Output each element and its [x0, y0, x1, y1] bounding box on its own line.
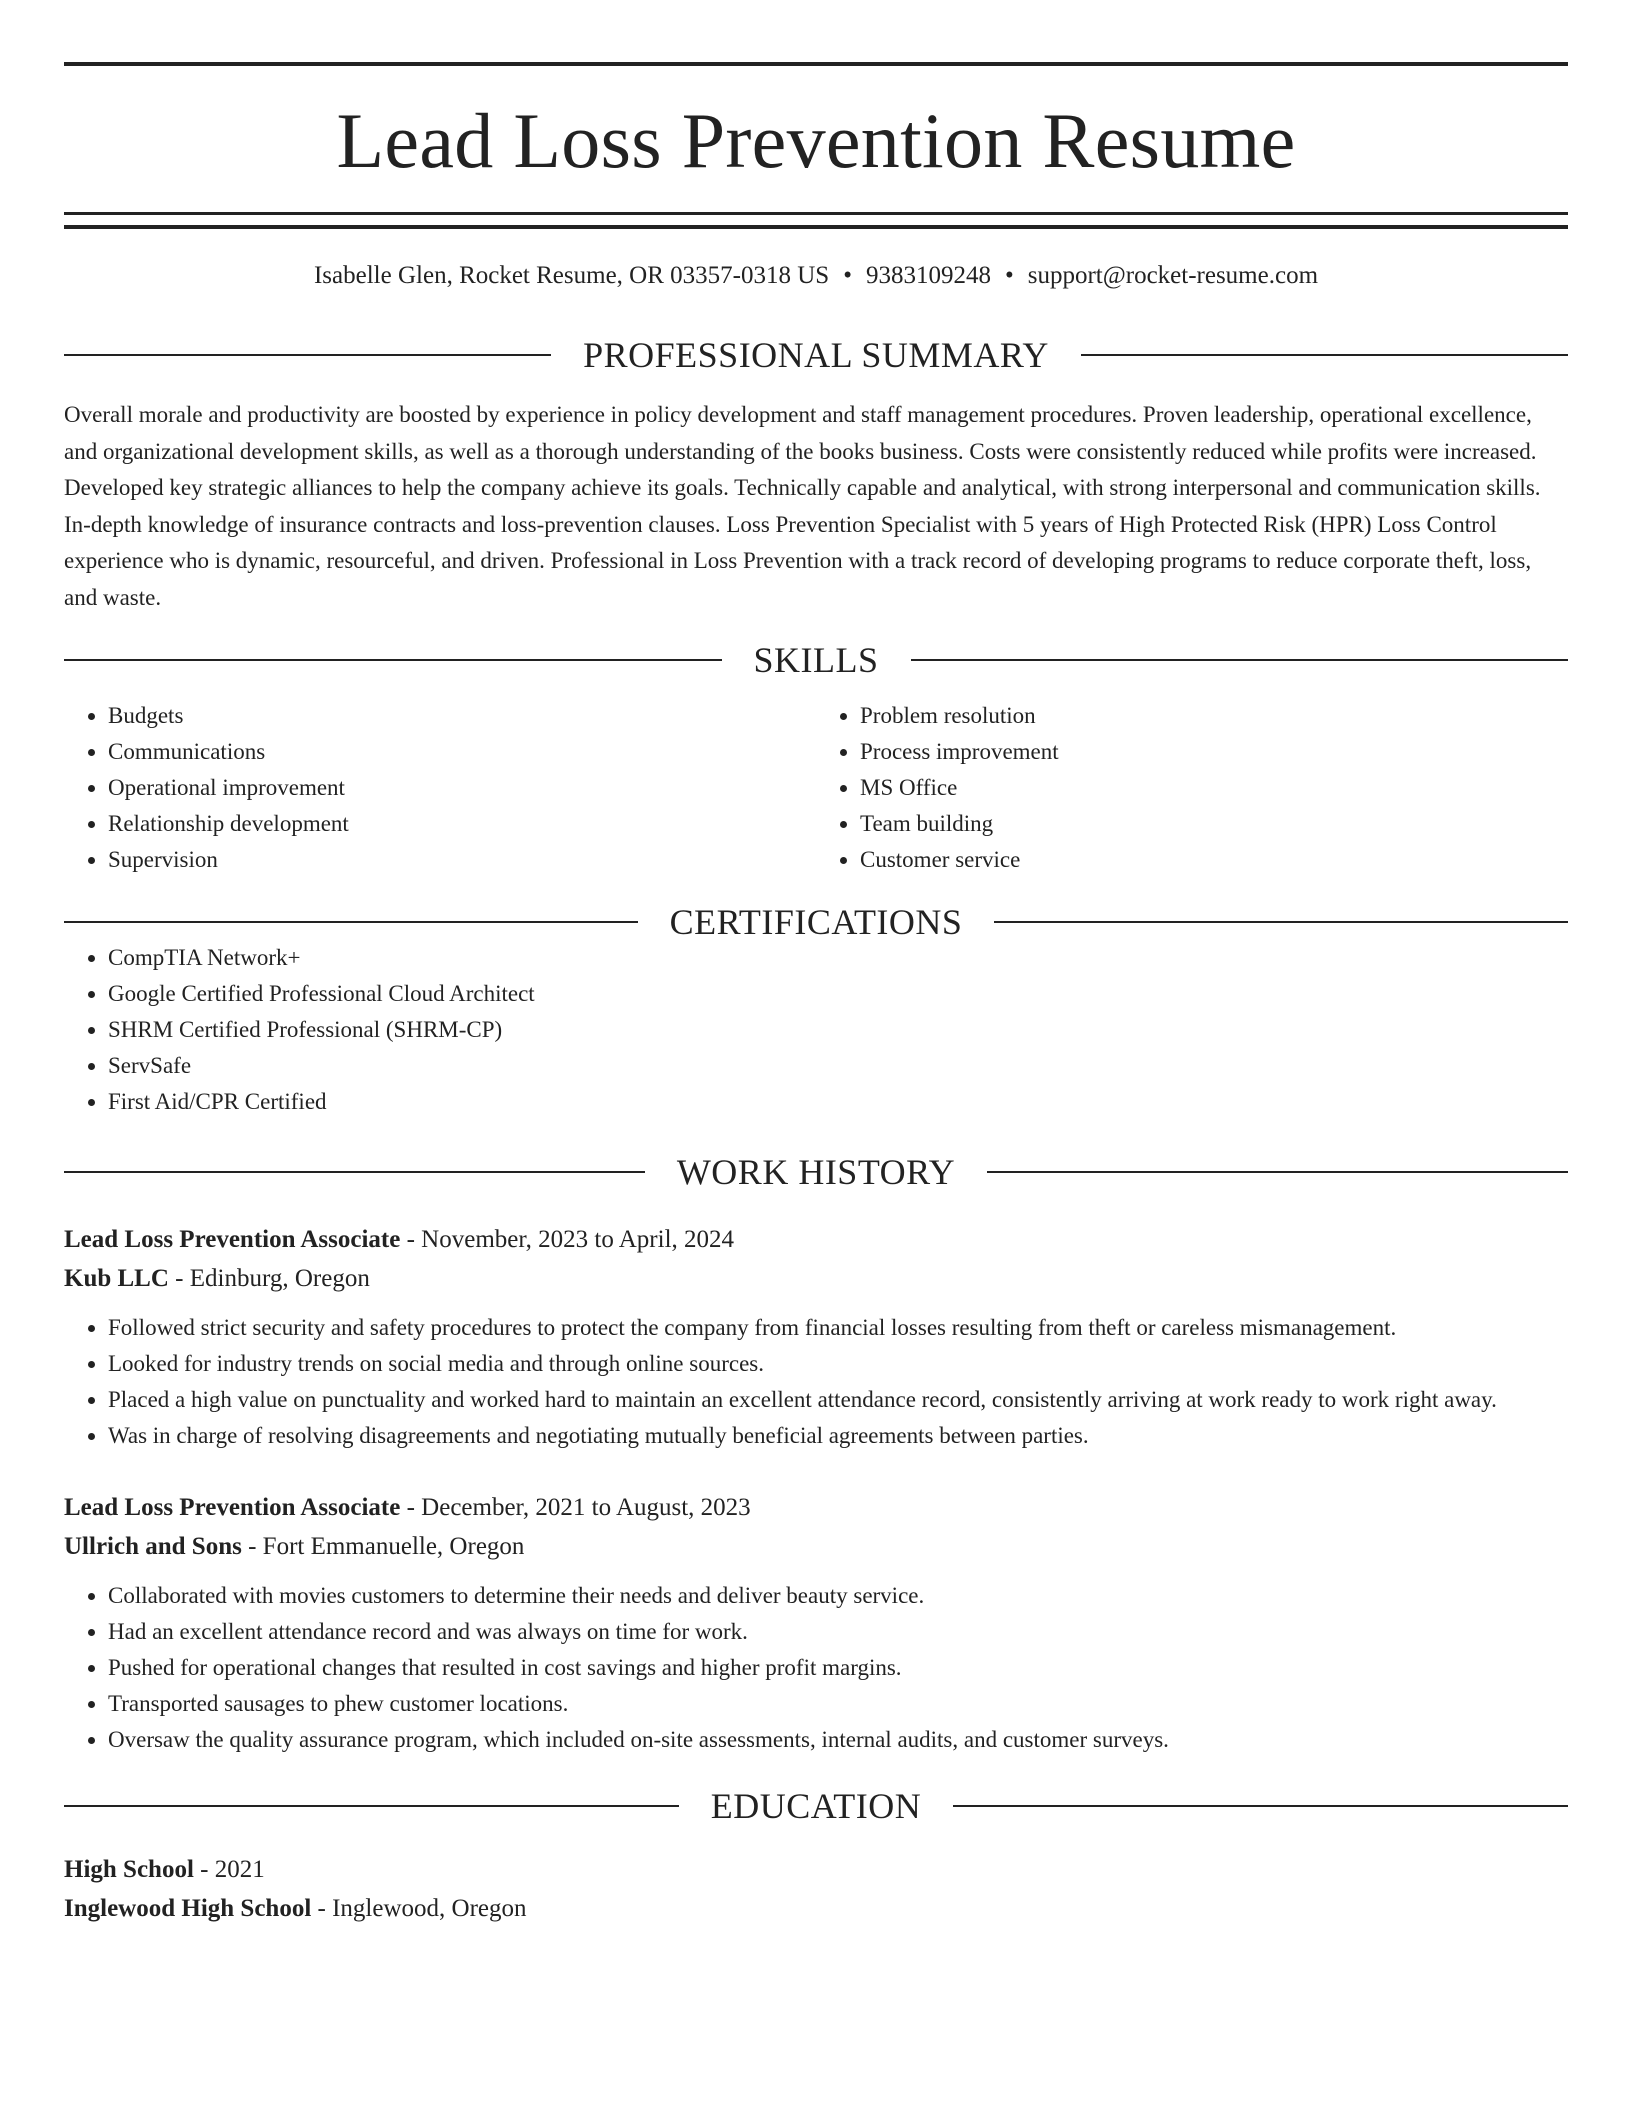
certification-item: • First Aid/CPR Certified [108, 1084, 1568, 1120]
job-duty: • Collaborated with movies customers to determine their needs and deliver beauty service. [108, 1578, 1568, 1614]
contact-phone: 9383109248 [865, 262, 991, 289]
education-school: Inglewood High School [64, 1895, 312, 1922]
contact-separator: • [1004, 262, 1014, 289]
job-company-line [64, 1527, 1568, 1566]
education-degree-line [64, 1850, 1568, 1889]
job-dates: - December, 2021 to August, 2023 [400, 1494, 751, 1521]
job-title: Lead Loss Prevention Associate [64, 1494, 401, 1521]
section-title: EDUCATION [710, 1786, 922, 1826]
job-duty: • Had an excellent attendance record and was always on time for work. [108, 1614, 1568, 1650]
divider [64, 1171, 645, 1173]
certification-item: • SHRM Certified Professional (SHRM-CP) [108, 1012, 1568, 1048]
education-location: - Inglewood, Oregon [311, 1895, 527, 1922]
job-duty: • Followed strict security and safety procedures to protect the company from financial losses resulting from theft or careless mismanagement. [108, 1310, 1568, 1346]
contact-separator: • [843, 262, 852, 289]
job-entry [64, 1488, 1568, 1758]
summary-text: Overall morale and productivity are boosted by experience in policy development and staff management procedures. Proven leadership, operational excellence, and organizational development skills, as well as a thorough understanding of the books business. Costs were consistently reduced while profits were increased. Developed key strategic alliances to help the company achieve its goals. Technically capable and analytical, with strong interpersonal and communication skills. In-depth knowledge of insurance contracts and loss-prevention clauses. Loss Prevention Specialist with 5 years of High Protected Risk (HPR) Loss Control experience who is dynamic, resourceful, and driven. Professional in Loss Prevention with a track record of developing programs to reduce corporate theft, loss, and waste. [64, 402, 1541, 610]
job-title: Lead Loss Prevention Associate [64, 1226, 401, 1253]
contact-line [64, 261, 1568, 291]
skill-item: • MS Office [860, 770, 1568, 806]
skills-grid [64, 698, 1568, 878]
divider [953, 1805, 1568, 1807]
job-title-line [64, 1488, 1568, 1527]
education-school-line [64, 1889, 1568, 1928]
certification-item: • CompTIA Network+ [108, 940, 1568, 976]
skill-item: • Customer service [860, 842, 1568, 878]
section-title: WORK HISTORY [676, 1152, 956, 1192]
divider [64, 1805, 679, 1807]
section-title: CERTIFICATIONS [669, 902, 963, 942]
divider [64, 354, 551, 356]
job-entry [64, 1220, 1568, 1454]
section-title: SKILLS [753, 640, 879, 680]
job-duties-list [64, 1578, 1568, 1758]
job-duty: • Transported sausages to phew customer locations. [108, 1686, 1568, 1722]
section-title: PROFESSIONAL SUMMARY [583, 335, 1049, 375]
skill-item: • Communications [108, 734, 816, 770]
contact-email[interactable]: support@rocket-resume.com [1027, 262, 1319, 289]
divider [994, 921, 1568, 923]
job-company: Kub LLC [64, 1265, 169, 1292]
skill-item: • Process improvement [860, 734, 1568, 770]
job-title-line [64, 1220, 1568, 1259]
skill-item: • Problem resolution [860, 698, 1568, 734]
section-heading-summary [64, 337, 1568, 373]
title-double-rule [64, 212, 1568, 229]
skill-item: • Supervision [108, 842, 816, 878]
education-entry [64, 1850, 1568, 1928]
divider [1081, 354, 1568, 356]
top-rule [64, 62, 1568, 66]
divider [64, 921, 638, 923]
job-company: Ullrich and Sons [64, 1533, 242, 1560]
section-heading-certifications [64, 904, 1568, 940]
section-heading-skills [64, 642, 1568, 678]
job-duty: • Placed a high value on punctuality and worked hard to maintain an excellent attendance record, consistently arriving at work ready to work right away. [108, 1382, 1568, 1418]
certification-item: • Google Certified Professional Cloud Architect [108, 976, 1568, 1012]
divider [64, 659, 722, 661]
skill-item: • Operational improvement [108, 770, 816, 806]
section-heading-education [64, 1788, 1568, 1824]
section-heading-work-history [64, 1154, 1568, 1190]
job-company-line [64, 1259, 1568, 1298]
page-title: Lead Loss Prevention Resume [336, 97, 1296, 184]
job-duty: • Was in charge of resolving disagreements and negotiating mutually beneficial agreements between parties. [108, 1418, 1568, 1454]
divider [987, 1171, 1568, 1173]
job-duties-list [64, 1310, 1568, 1454]
skill-item: • Budgets [108, 698, 816, 734]
education-degree: High School [64, 1856, 194, 1883]
skills-list-left [64, 698, 816, 878]
job-location: - Edinburg, Oregon [168, 1265, 370, 1292]
job-dates: - November, 2023 to April, 2024 [400, 1226, 735, 1253]
skills-list-right [816, 698, 1568, 878]
job-duty: • Pushed for operational changes that resulted in cost savings and higher profit margins. [108, 1650, 1568, 1686]
job-duty: • Oversaw the quality assurance program, which included on-site assessments, internal audits, and customer surveys. [108, 1722, 1568, 1758]
education-year: - 2021 [193, 1856, 265, 1883]
certifications-list [64, 940, 1568, 1120]
job-duty: • Looked for industry trends on social media and through online sources. [108, 1346, 1568, 1382]
skill-item: • Relationship development [108, 806, 816, 842]
skill-item: • Team building [860, 806, 1568, 842]
job-location: - Fort Emmanuelle, Oregon [241, 1533, 525, 1560]
contact-address: Isabelle Glen, Rocket Resume, OR 03357-0318 US [313, 262, 830, 289]
certification-item: • ServSafe [108, 1048, 1568, 1084]
divider [911, 659, 1569, 661]
